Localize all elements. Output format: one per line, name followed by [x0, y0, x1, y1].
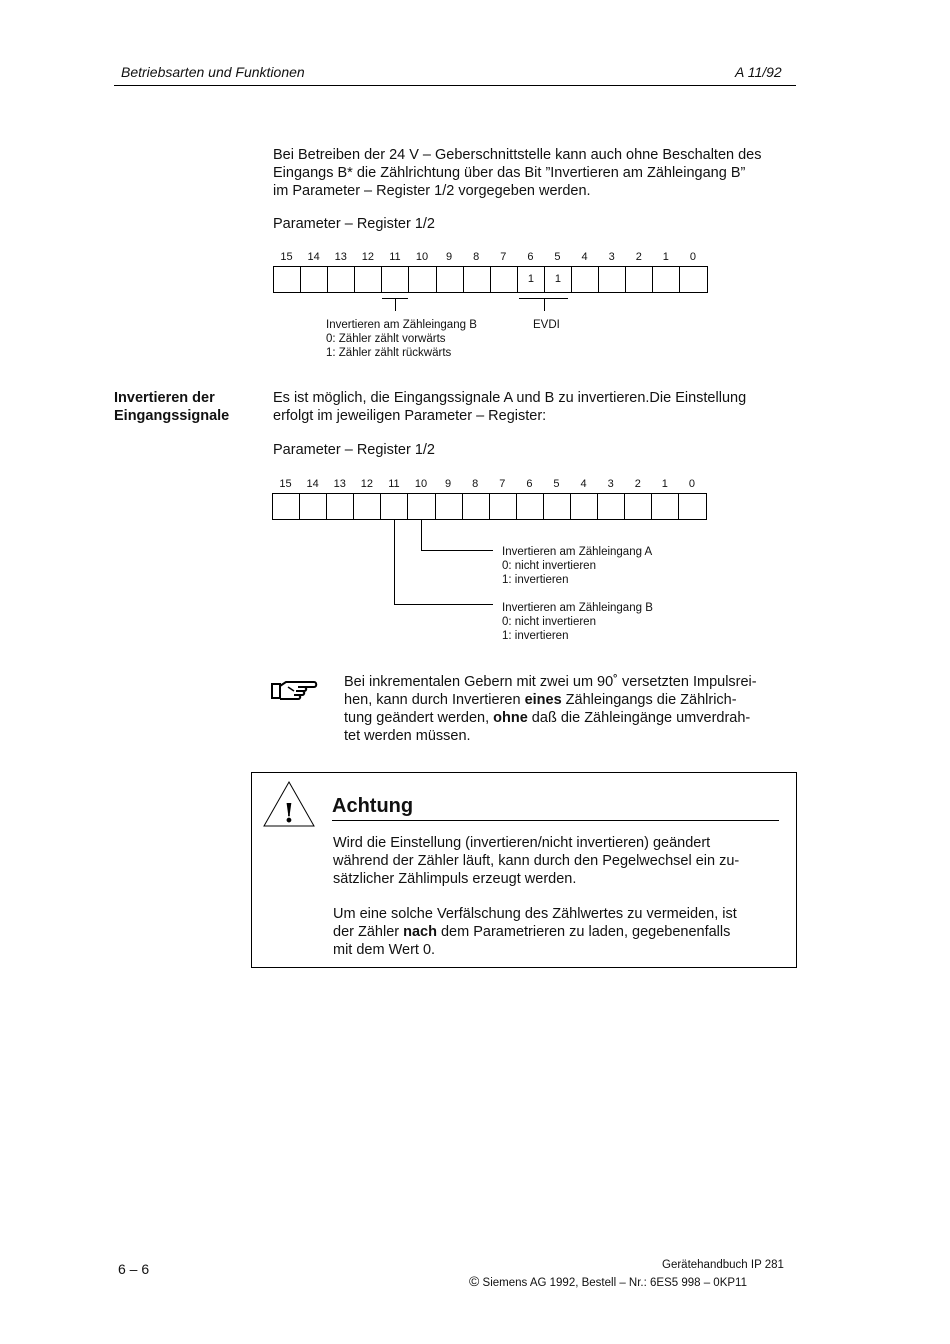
achtung-title: Achtung	[332, 795, 414, 817]
bit-cell	[543, 493, 571, 520]
note-line: tet werden müssen.	[344, 728, 471, 744]
bit-cell	[273, 266, 301, 293]
annotation-line: 0: Zähler zählt vorwärts	[326, 333, 446, 345]
bit-number: 12	[360, 478, 373, 490]
bit-number: 11	[388, 478, 400, 490]
annotation-line: 0: nicht invertieren	[502, 560, 596, 572]
header-revision: A 11/92	[735, 64, 782, 80]
bit-cell	[408, 266, 436, 293]
bit-number: 3	[607, 478, 614, 490]
annotation-line: 1: Zähler zählt rückwärts	[326, 347, 452, 359]
bit-cell	[651, 493, 679, 520]
register-1-cells	[273, 266, 708, 293]
bit-cell	[597, 493, 625, 520]
note-text: tung geändert werden,	[344, 710, 494, 726]
bit-number: 15	[280, 251, 293, 263]
annotation-line: Invertieren am Zähleingang B	[326, 319, 477, 331]
achtung-emphasis: nach	[403, 924, 437, 940]
achtung-text: dem Parametrieren zu laden, gegebenenfalls	[436, 924, 731, 940]
bit-cell	[354, 266, 382, 293]
bit-number: 0	[688, 478, 696, 490]
bit-number: 15	[279, 478, 292, 490]
bit-number: 5	[554, 251, 561, 263]
annotation-line: 1: invertieren	[502, 630, 569, 642]
bit-cell	[652, 266, 680, 293]
note-text: Zähleingangs die Zählrich-	[561, 692, 737, 708]
bit-number: 1	[661, 478, 668, 490]
bit-number: 8	[473, 251, 480, 263]
bit-cell	[570, 493, 598, 520]
achtung-line: sätzlicher Zählimpuls erzeugt werden.	[333, 871, 577, 887]
annotation-line: Invertieren am Zähleingang B	[502, 602, 653, 614]
copyright-symbol: ©	[469, 1273, 480, 1289]
bit-cell	[462, 493, 490, 520]
intro-line: im Parameter – Register 1/2 vorgegeben werden.	[273, 183, 591, 199]
register-2-cells	[272, 493, 707, 520]
note-emphasis: ohne	[493, 710, 528, 726]
bit-cell	[679, 266, 707, 293]
side-heading	[114, 389, 229, 425]
bit-cell	[272, 493, 300, 520]
bit-cell	[300, 266, 328, 293]
bit-cell: 1	[517, 266, 545, 293]
footer-copyright	[469, 1273, 747, 1289]
header-rule	[114, 85, 796, 86]
bit-cell	[625, 266, 653, 293]
note-line	[344, 691, 796, 709]
copyright-text: Siemens AG 1992, Bestell – Nr.: 6ES5 998 – 0KP11	[482, 1277, 747, 1289]
bit-cell	[381, 266, 409, 293]
bit-number: 6	[527, 251, 534, 263]
bit-cell	[624, 493, 652, 520]
section-line: erfolgt im jeweiligen Parameter – Register:	[273, 408, 547, 424]
note-line: Bei inkrementalen Gebern mit zwei um 90˚ versetzten Impulsrei-	[344, 674, 757, 690]
bit-number: 7	[500, 251, 507, 263]
achtung-paragraph-1	[333, 834, 774, 888]
achtung-line: während der Zähler läuft, kann durch den Pegelwechsel ein zu-	[333, 853, 740, 869]
side-heading-line: Eingangssignale	[114, 408, 230, 424]
bit-number: 5	[553, 478, 560, 490]
bit-cell	[326, 493, 354, 520]
bit-number: 11	[389, 251, 401, 263]
annotation-line: 1: invertieren	[502, 574, 569, 586]
bit-number: 6	[526, 478, 533, 490]
bit-number: 10	[415, 251, 429, 263]
footer-book-title: Gerätehandbuch IP 281	[662, 1259, 784, 1271]
annotation-line: Invertieren am Zähleingang A	[502, 546, 653, 558]
note-text: daß die Zähleingänge umverdrah-	[527, 710, 751, 726]
note-text: hen, kann durch Invertieren	[344, 692, 525, 708]
bit-cell	[380, 493, 408, 520]
note-line	[344, 709, 796, 727]
note-emphasis: eines	[524, 692, 562, 708]
bit-cell	[490, 266, 518, 293]
bit-number: 14	[307, 251, 320, 263]
achtung-text: der Zähler	[333, 924, 404, 940]
register-2-annotation-a	[502, 545, 652, 587]
bit-cell	[678, 493, 706, 520]
bit11-connector	[395, 298, 396, 311]
intro-line: Bei Betreiben der 24 V – Geberschnittstelle kann auch ohne Beschalten des	[273, 147, 762, 163]
register-2-label: Parameter – Register 1/2	[273, 442, 435, 458]
bit-number: 4	[580, 478, 587, 490]
bit-cell: 1	[544, 266, 572, 293]
bit-number: 14	[306, 478, 319, 490]
intro-paragraph	[273, 146, 803, 200]
header-section-title: Betriebsarten und Funktionen	[121, 64, 305, 80]
bit10-connector	[421, 520, 422, 550]
achtung-title-rule	[332, 820, 779, 821]
bit-cell	[489, 493, 517, 520]
bit-number: 0	[689, 251, 697, 263]
section-line: Es ist möglich, die Eingangssignale A und B zu invertieren.Die Einstellung	[273, 390, 747, 406]
register-2-bit-numbers	[272, 478, 706, 490]
register-1-annotation-evdi: EVDI	[533, 319, 560, 331]
bit-number: 13	[333, 478, 346, 490]
bit-cell	[516, 493, 544, 520]
bit10-leader	[421, 550, 493, 551]
bit-cell	[353, 493, 381, 520]
bit-cell	[463, 266, 491, 293]
bit-cell	[436, 266, 464, 293]
bit-cell	[435, 493, 463, 520]
bit-number: 9	[445, 478, 452, 490]
bit-number: 4	[581, 251, 588, 263]
warning-triangle-icon	[262, 780, 316, 828]
warning-glyph: !	[283, 799, 295, 828]
bit6-5-connector	[544, 298, 545, 311]
bit-number: 2	[635, 251, 642, 263]
bit-cell	[299, 493, 327, 520]
achtung-line	[333, 923, 774, 941]
achtung-line: mit dem Wert 0.	[333, 942, 436, 958]
annotation-line: 0: nicht invertieren	[502, 616, 596, 628]
bit-number: 9	[446, 251, 453, 263]
register-2-annotation-b	[502, 601, 653, 643]
bit-number: 2	[634, 478, 641, 490]
bit-number: 3	[608, 251, 615, 263]
achtung-line: Wird die Einstellung (invertieren/nicht invertieren) geändert	[333, 835, 711, 851]
note-paragraph	[344, 673, 796, 745]
achtung-paragraph-2	[333, 905, 774, 959]
side-heading-line: Invertieren der	[114, 390, 215, 406]
pointing-hand-icon	[270, 678, 320, 702]
bit11-connector-2	[394, 520, 395, 604]
bit-number: 12	[361, 251, 374, 263]
bit-number: 10	[414, 478, 428, 490]
section-paragraph	[273, 389, 803, 425]
bit-number: 1	[662, 251, 669, 263]
bit-number: 7	[499, 478, 506, 490]
bit-cell	[407, 493, 435, 520]
bit-cell	[571, 266, 599, 293]
bit-number: 13	[334, 251, 347, 263]
bit11-leader	[394, 604, 493, 605]
page-number: 6 – 6	[118, 1261, 150, 1277]
register-1-bit-numbers	[273, 251, 707, 263]
bit-number: 8	[472, 478, 479, 490]
bit-cell	[327, 266, 355, 293]
register-1-label: Parameter – Register 1/2	[273, 216, 435, 232]
achtung-line: Um eine solche Verfälschung des Zählwertes zu vermeiden, ist	[333, 906, 737, 922]
register-1-annotation-b	[326, 318, 477, 360]
bit-cell	[598, 266, 626, 293]
intro-line: Eingangs B* die Zählrichtung über das Bit ”Invertieren am Zähleingang B”	[273, 165, 746, 181]
